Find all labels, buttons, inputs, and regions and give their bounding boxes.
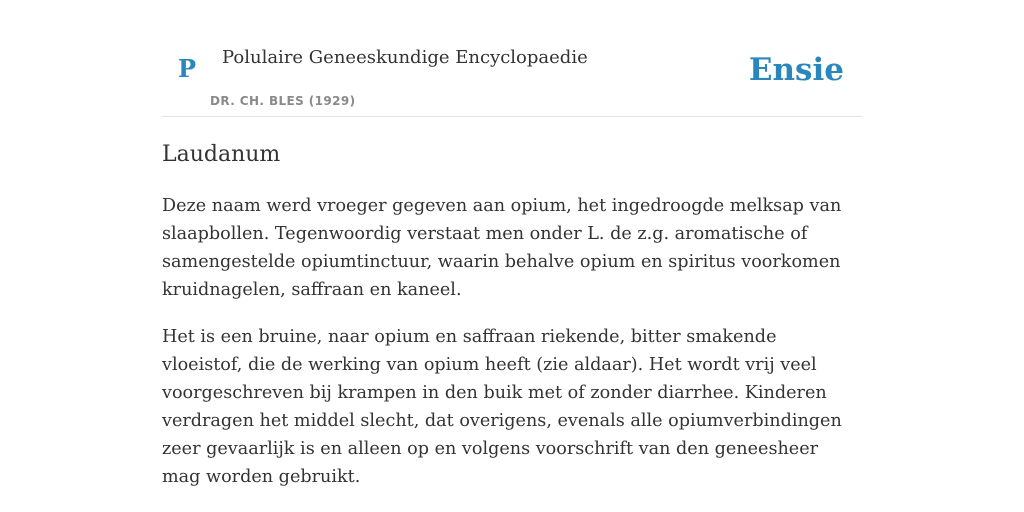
book-title-link[interactable]: Polulaire Geneeskundige Encyclopaedie — [222, 47, 588, 68]
book-logo-icon[interactable]: P — [178, 54, 197, 83]
header — [162, 0, 862, 117]
book-author: DR. CH. BLES (1929) — [210, 94, 356, 108]
entry-title: Laudanum — [162, 142, 281, 167]
entry-paragraph: Het is een bruine, naar opium en saffraan riekende, bitter smakende vloeistof, die de werking van opium heeft (zie aldaar). Het wordt vrij veel voorgeschreven bij krampen in den buik met of zonder diarrhee. Kinderen verdragen het middel slecht, dat overigens, evenals alle opiumverbindingen zeer gevaarlijk is en alleen op en volgens voorschrift van den geneesheer mag worden gebruikt. — [162, 327, 842, 487]
site-logo[interactable]: Ensie — [748, 52, 844, 88]
entry-body — [162, 192, 862, 510]
entry-paragraph: Deze naam werd vroeger gegeven aan opium, het ingedroogde melksap van slaapbollen. Tegenwoordig verstaat men onder L. de z.g. aromatische of samengestelde opiumtinctuur, waarin behalve opium en spiritus voorkomen kruidnagelen, saffraan en kaneel. — [162, 196, 842, 300]
